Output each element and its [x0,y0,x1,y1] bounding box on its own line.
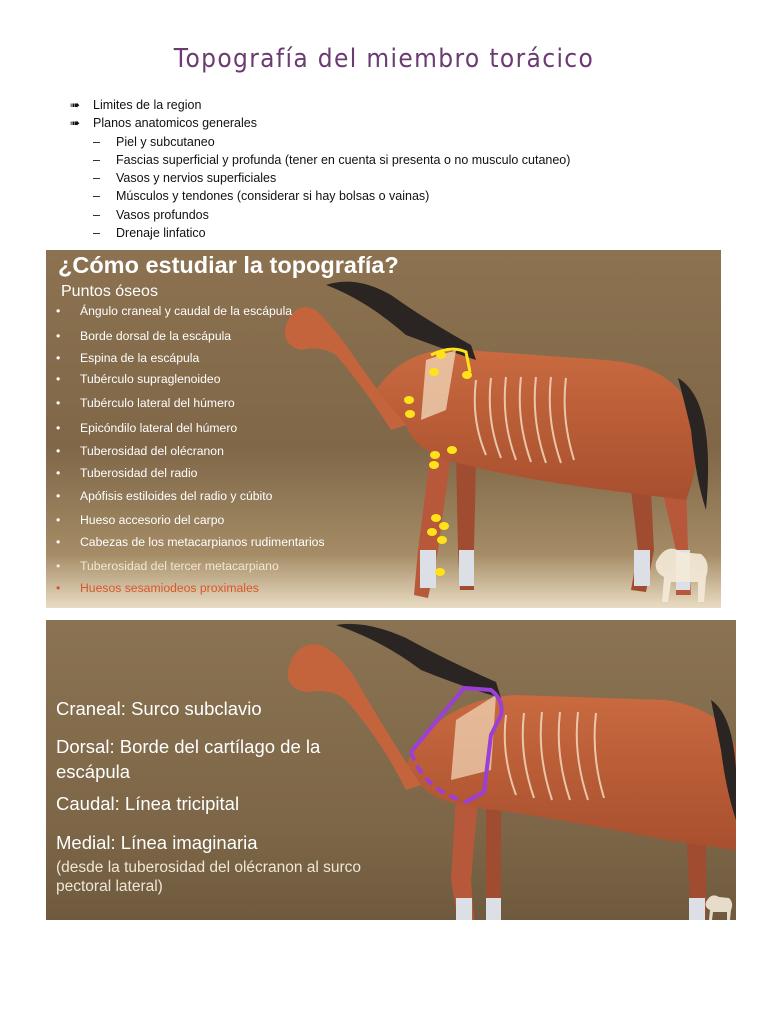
landmark-item: • Borde dorsal de la escápula [56,329,232,343]
outline-subitem-label: Vasos y nervios superficiales [116,171,277,186]
outline-subitem: – Músculos y tendones (considerar si hay bolsas o vainas) [70,187,570,205]
landmark-item: • Ángulo craneal y caudal de la escápula [56,304,293,318]
limit-medial-note-cont: pectoral lateral) [56,878,163,895]
outline-item-label: Limites de la region [93,98,202,112]
outline-subitem-label: Piel y subcutaneo [116,134,215,149]
outline-subitem: – Fascias superficial y profunda (tener en cuenta si presenta o no musculo cutaneo) [70,151,570,169]
outline-subitem-label: Drenaje linfatico [116,226,206,241]
landmark-item: • Tuberosidad del radio [56,466,198,480]
slide-subheading: Puntos óseos [61,283,158,300]
arrow-right-icon: ➠ [70,116,81,131]
landmark-item: • Hueso accesorio del carpo [56,513,225,527]
limit-medial-note: (desde la tuberosidad del olécranon al surco [56,859,362,876]
outline-item-limites [70,96,570,114]
outline-item-label: Planos anatomicos generales [93,116,257,131]
outline-subitem-label: Fascias superficial y profunda (tener en cuenta si presenta o no musculo cutaneo) [116,152,571,167]
limit-cranial: Craneal: Surco subclavio [56,698,262,719]
landmark-item: • Tubérculo lateral del húmero [56,396,235,410]
landmark-item: • Tubérculo supraglenoideo [56,372,221,386]
horse-watermark-icon [646,532,716,604]
outline-subitem-label: Vasos profundos [116,207,209,222]
outline-item-planos [70,114,570,132]
limit-dorsal: Dorsal: Borde del cartílago de la [56,736,321,757]
landmark-item: • Tuberosidad del olécranon [56,444,224,458]
page-title: Topografía del miembro torácico [173,44,595,74]
slide-heading: ¿Cómo estudiar la topografía? [58,252,399,278]
landmark-item: • Cabezas de los metacarpianos rudimentarios [56,535,325,549]
arrow-right-icon: ➠ [70,98,81,112]
landmark-item: • Apófisis estiloides del radio y cúbito [56,489,273,503]
landmark-item: • Tuberosidad del tercer metacarpiano [56,559,279,573]
landmark-item: • Espina de la escápula [56,351,200,365]
outline-subitem: – Vasos y nervios superficiales [70,169,570,187]
limit-dorsal-cont: escápula [56,761,131,782]
horse-watermark-icon [701,888,736,920]
limit-medial: Medial: Línea imaginaria [56,832,258,853]
landmark-item: • Huesos sesamiodeos proximales [56,581,259,595]
outline-subitem-label: Músculos y tendones (considerar si hay bolsas o vainas) [116,189,430,204]
outline-subitem: – Piel y subcutaneo [70,133,570,151]
limit-caudal: Caudal: Línea tricipital [56,793,240,814]
region-limits-slide [46,620,736,920]
landmark-item: • Epicóndilo lateral del húmero [56,421,238,435]
bony-landmarks-slide [46,250,721,608]
outline-list [70,96,570,242]
outline-subitem: – Drenaje linfatico [70,224,570,242]
outline-subitem: – Vasos profundos [70,206,570,224]
